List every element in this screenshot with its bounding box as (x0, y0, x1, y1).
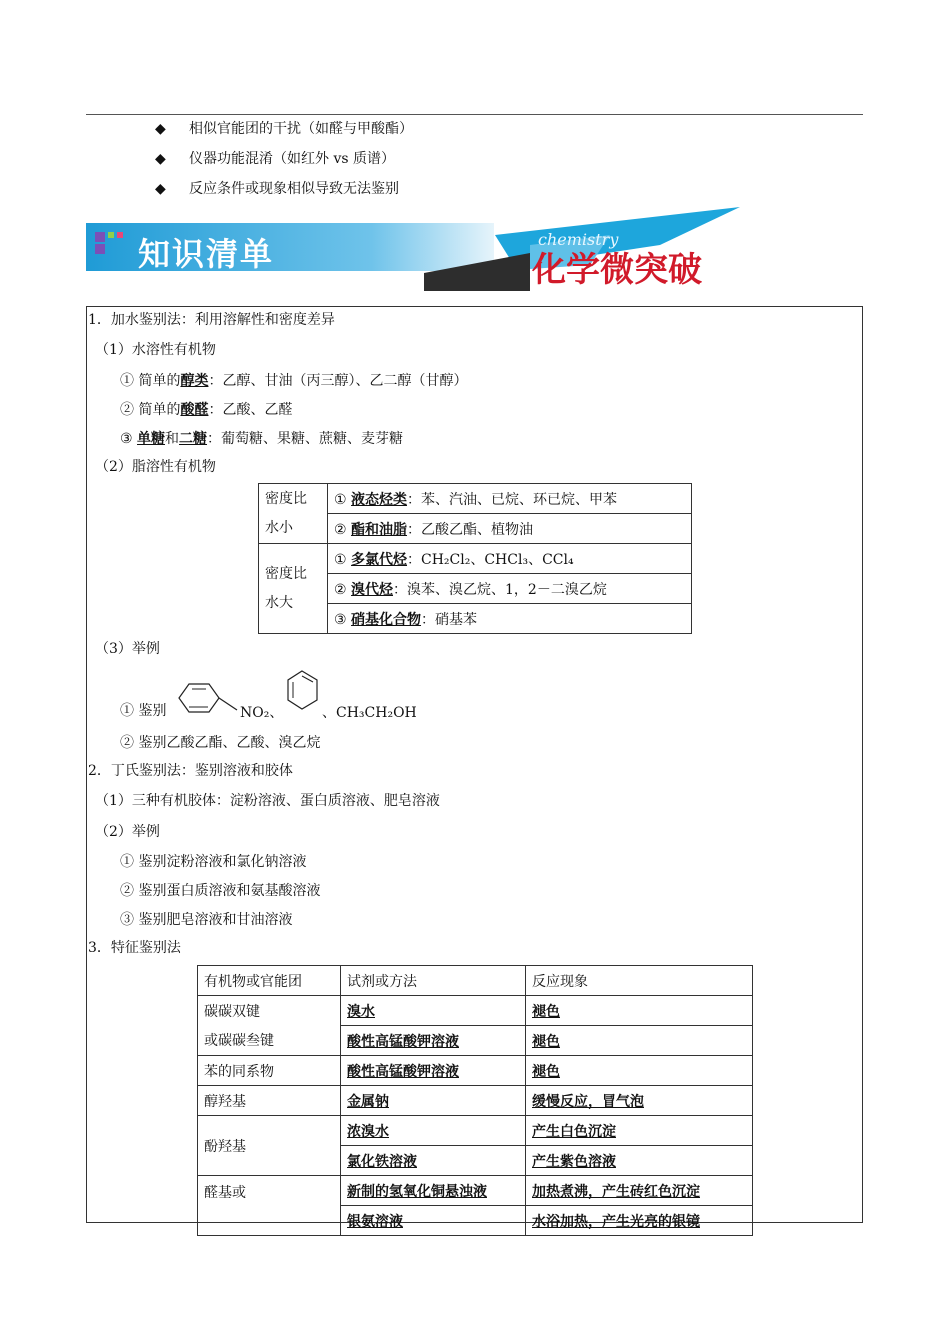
identification-table (197, 965, 753, 1236)
banner-square-icon (117, 232, 123, 238)
table-cell: 氯化铁溶液 (341, 1146, 526, 1176)
sub-heading: （2）举例 (95, 824, 160, 840)
nitrobenzene-structure-icon (175, 680, 245, 720)
sub-heading: （1）水溶性有机物 (95, 342, 216, 358)
diamond-bullet-icon: ◆ (155, 181, 166, 197)
table-cell: 褪色 (526, 996, 753, 1026)
table-cell: ② 溴代烃：溴苯、溴乙烷、1，2－二溴乙烷 (328, 574, 692, 604)
table-cell: 醛基或 (198, 1176, 341, 1236)
logo-english-text: chemistry (538, 230, 619, 249)
table-cell: 产生白色沉淀 (526, 1116, 753, 1146)
table-cell: 产生紫色溶液 (526, 1146, 753, 1176)
bullet-item: ◆ 相似官能团的干扰（如醛与甲酸酯） (155, 121, 413, 137)
example-item: ② 鉴别乙酸乙酯、乙酸、溴乙烷 (120, 735, 321, 751)
table-cell: 缓慢反应，冒气泡 (526, 1086, 753, 1116)
bullet-item: ◆ 仪器功能混淆（如红外 vs 质谱） (155, 151, 395, 167)
table-cell: 酚羟基 (198, 1116, 341, 1176)
table-cell: 酸性高锰酸钾溶液 (341, 1056, 526, 1086)
table-cell: 银氨溶液 (341, 1206, 526, 1236)
example-item: ② 鉴别蛋白质溶液和氨基酸溶液 (120, 883, 321, 899)
table-cell: ② 酯和油脂：乙酸乙酯、植物油 (328, 514, 692, 544)
table-cell: 碳碳双键 (198, 996, 341, 1026)
section-heading: 3．特征鉴别法 (88, 940, 181, 956)
table-cell: ③ 硝基化合物：硝基苯 (328, 604, 692, 634)
table-cell: ① 多氯代烃：CH₂Cl₂、CHCl₃、CCl₄ (328, 544, 692, 574)
banner-square-icon (95, 232, 105, 242)
nitro-label: NO₂、 (240, 705, 284, 721)
list-item: ② 简单的酸醛：乙酸、乙醛 (120, 402, 293, 418)
banner-square-icon (108, 232, 114, 238)
example-item: ③ 鉴别肥皂溶液和甘油溶液 (120, 912, 293, 928)
sub-heading: （3）举例 (95, 641, 160, 657)
table-cell: 水浴加热，产生光亮的银镜 (526, 1206, 753, 1236)
benzene-structure-icon (285, 668, 321, 716)
group-cell: 密度比 水大 (259, 544, 328, 634)
table-header: 有机物或官能团 (198, 966, 341, 996)
header-rule (86, 114, 863, 115)
table-cell: 金属钠 (341, 1086, 526, 1116)
section-heading: 2．丁氏鉴别法：鉴别溶液和胶体 (88, 763, 293, 779)
example-item: ① 鉴别淀粉溶液和氯化钠溶液 (120, 854, 307, 870)
table-cell: 褪色 (526, 1056, 753, 1086)
density-table (258, 483, 692, 634)
section-heading: 1．加水鉴别法：利用溶解性和密度差异 (88, 312, 335, 328)
table-header: 反应现象 (526, 966, 753, 996)
diamond-bullet-icon: ◆ (155, 121, 166, 137)
table-cell: 加热煮沸，产生砖红色沉淀 (526, 1176, 753, 1206)
ethanol-label: 、CH₃CH₂OH (322, 705, 417, 721)
banner-square-icon (95, 244, 105, 254)
diamond-bullet-icon: ◆ (155, 151, 166, 167)
table-cell: 苯的同系物 (198, 1056, 341, 1086)
table-cell: 或碳碳叁键 (198, 1026, 341, 1056)
bullet-item: ◆ 反应条件或现象相似导致无法鉴别 (155, 181, 399, 197)
sub-heading: （1）三种有机胶体：淀粉溶液、蛋白质溶液、肥皂溶液 (95, 793, 440, 809)
chemistry-logo (420, 205, 750, 295)
list-item: ① 简单的醇类：乙醇、甘油（丙三醇）、乙二醇（甘醇） (120, 373, 468, 389)
example-label: ① 鉴别 (120, 703, 167, 719)
group-cell: 密度比 水小 (259, 484, 328, 544)
table-cell: 酸性高锰酸钾溶液 (341, 1026, 526, 1056)
list-item: ③ 单糖和二糖：葡萄糖、果糖、蔗糖、麦芽糖 (120, 431, 404, 447)
logo-chinese-text: 化学微突破 (532, 250, 702, 290)
table-cell: ① 液态烃类：苯、汽油、已烷、环已烷、甲苯 (328, 484, 692, 514)
table-header: 试剂或方法 (341, 966, 526, 996)
banner-title: 知识清单 (138, 235, 275, 273)
table-cell: 浓溴水 (341, 1116, 526, 1146)
table-cell: 溴水 (341, 996, 526, 1026)
table-cell: 醇羟基 (198, 1086, 341, 1116)
table-cell: 褪色 (526, 1026, 753, 1056)
table-cell: 新制的氢氧化铜悬浊液 (341, 1176, 526, 1206)
sub-heading: （2）脂溶性有机物 (95, 459, 216, 475)
